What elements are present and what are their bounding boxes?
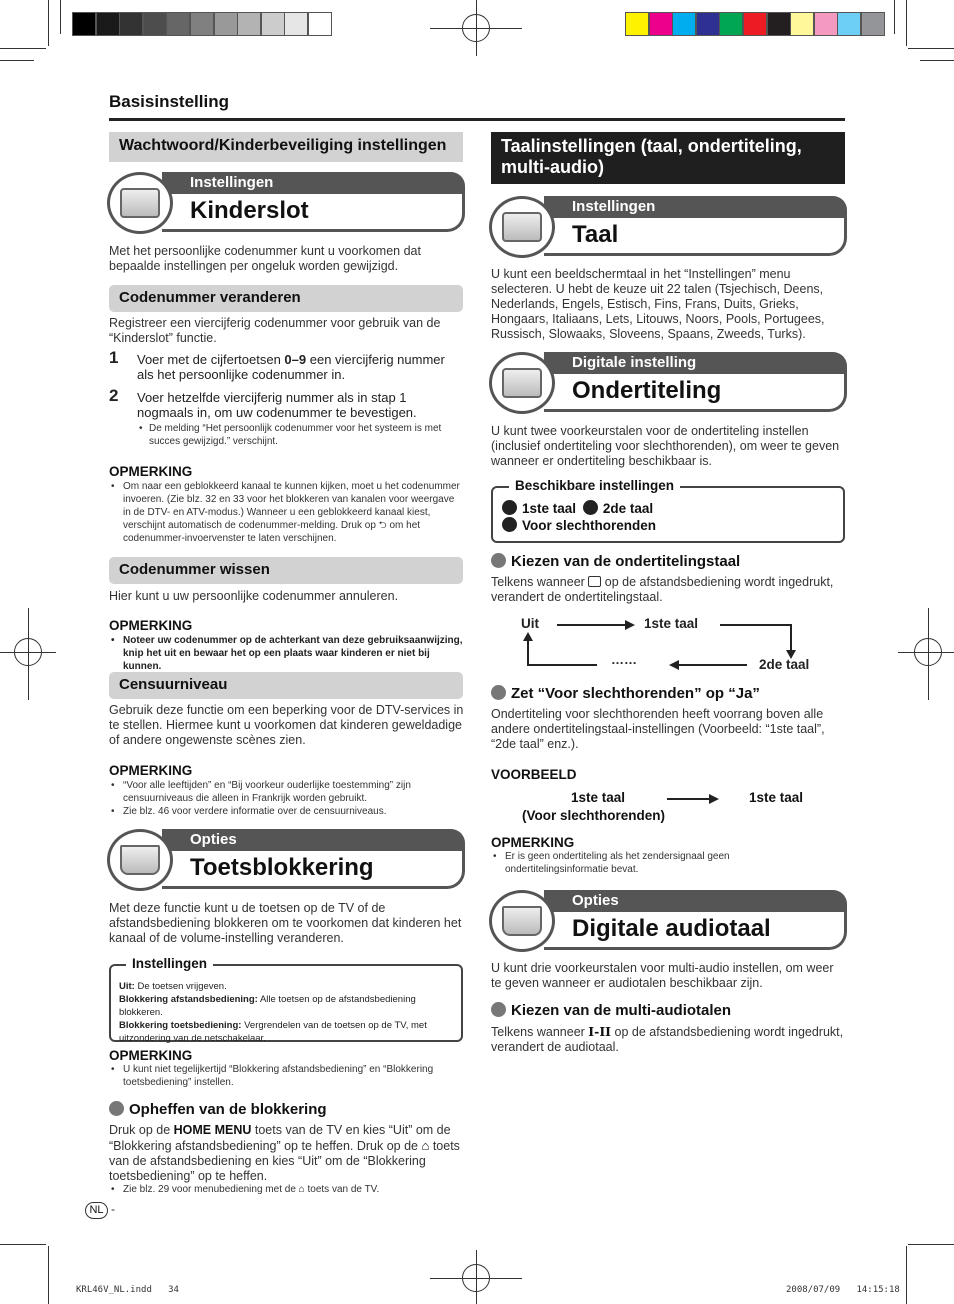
banner-category: Opties (544, 890, 847, 912)
flow-line (720, 624, 792, 626)
step-number: 1 (109, 348, 119, 367)
flow-line (527, 664, 597, 666)
kinderslot-intro: Met het persoonlijke codenummer kunt u voorkomen dat bepaalde instellingen per ongeluk worden gewijzigd. (109, 244, 421, 273)
toetsblokkering-banner (107, 829, 465, 891)
options-toolbox-icon (489, 890, 555, 952)
flow-arrow (677, 664, 747, 666)
banner-category: Instellingen (544, 196, 847, 218)
settings-options: Uit: De toetsen vrijgeven. Blokkering afstandsbediening: Alle toetsen op de afstandsbediening blokkeren. Blokkering toetsbediening: Vergrendelen van de toetsen op de TV, met uitzondering van de netschakelaar. (119, 981, 427, 1044)
settings-tv-icon (107, 172, 173, 234)
audio-intro: U kunt drie voorkeurstalen voor multi-audio instellen, om weer te geven wanneer er audiotalen beschikbaar zijn. (491, 961, 834, 990)
options-toolbox-icon (107, 829, 173, 891)
gray-swatch (284, 12, 308, 36)
hearing-title: Zet “Voor slechthorenden” op “Ja” (491, 685, 760, 702)
page-section-title: Basisinstelling (109, 92, 229, 111)
header-rule (109, 118, 845, 121)
onder-intro: U kunt twee voorkeurstalen voor de ondertiteling instellen (inclusief ondertiteling voor slechthorenden), om weer te geven wanneer er ondertiteling beschikbaar is. (491, 424, 840, 468)
banner-category: Digitale instelling (544, 352, 847, 374)
flow-label-off: Uit (521, 616, 539, 631)
note-text: • U kunt niet tegelijkertijd “Blokkering afstandsbediening” en “Blokkering toetsbediening” instellen. (111, 1064, 434, 1088)
banner-title: Digitale audiotaal (544, 912, 847, 950)
gray-swatch (72, 12, 96, 36)
banner-title: Ondertiteling (544, 374, 847, 412)
toets-intro: Met deze functie kunt u de toetsen op de TV of de afstandsbediening blokkeren om te voorkomen dat kinderen het kanaal of de volume-instelling veranderen. (109, 901, 462, 945)
note-text: • Noteer uw codenummer op de achterkant van deze gebruiksaanwijzing, knip het uit en bewaar het op een plaats waar kinderen er niet bij kunnen. (111, 635, 463, 672)
color-swatch (743, 12, 767, 36)
example-arrowhead (709, 794, 719, 804)
color-swatch (719, 12, 743, 36)
example-diagram (491, 788, 845, 828)
digital-settings-icon (489, 352, 555, 414)
code-change-intro: Registreer een viercijferig codenummer voor gebruik van de “Kinderslot” functie. (109, 316, 441, 345)
choose-audio-text: Telkens wanneer I-II op de afstandsbediening wordt ingedrukt, verandert de audiotaal. (491, 1024, 844, 1054)
flow-arrowhead (625, 620, 635, 630)
note-title: OPMERKING (109, 1048, 193, 1063)
subtitle-key-icon (588, 576, 601, 587)
flow-line (527, 638, 529, 666)
section-title-language: Taalinstellingen (taal, ondertiteling, multi-audio) (491, 132, 845, 184)
subsection-code-change: Codenummer veranderen (109, 285, 463, 312)
taal-intro: U kunt een beeldschermtaal in het “Instellingen” menu selecteren. U hebt de keuze uit 22 talen (Tsjechisch, Deens, Nederlands, Engels, Estisch, Fins, Frans, Duits, Grieks, Hongaars, Italiaans, Lets, Litouws, Noors, Pools, Portugees, Russisch, Slowaaks, Sloveens, Spaans, Zweeds, Turks). (491, 267, 825, 341)
available-settings-list: 1ste taal 2de taal Voor slechthorenden (502, 500, 656, 534)
step-text: Voer met de cijfertoetsen 0–9 een viercijferig nummer als het persoonlijke codenummer in. (137, 352, 445, 382)
gray-swatch (214, 12, 238, 36)
banner-category: Instellingen (162, 172, 465, 194)
flow-arrowhead (669, 660, 679, 670)
choose-subtitle-title: Kiezen van de ondertitelingstaal (491, 553, 740, 570)
note-title: OPMERKING (491, 835, 575, 850)
language-badge: NL (85, 1202, 108, 1219)
color-swatch (861, 12, 885, 36)
flow-arrowhead (523, 632, 533, 641)
color-swatch (814, 12, 838, 36)
note-title: OPMERKING (109, 618, 193, 633)
gray-swatch (308, 12, 332, 36)
banner-category: Opties (162, 829, 465, 851)
color-swatch (672, 12, 696, 36)
subsection-code-delete: Codenummer wissen (109, 557, 463, 584)
choose-subtitle-text: Telkens wanneer op de afstandsbediening wordt ingedrukt, verandert de ondertitelingstaal. (491, 575, 834, 604)
example-left-2: (Voor slechthorenden) (522, 808, 666, 823)
gray-swatch (96, 12, 120, 36)
color-swatch (696, 12, 720, 36)
banner-title: Taal (544, 218, 847, 256)
gray-swatch (119, 12, 143, 36)
home-icon: ⌂ (421, 1138, 430, 1153)
unlock-title: Opheffen van de blokkering (109, 1101, 327, 1118)
code-delete-intro: Hier kunt u uw persoonlijke codenummer annuleren. (109, 589, 399, 603)
note-title: OPMERKING (109, 763, 193, 778)
color-swatch (790, 12, 814, 36)
gray-swatch (190, 12, 214, 36)
example-title: VOORBEELD (491, 767, 577, 782)
available-settings-title: Beschikbare instellingen (509, 478, 680, 493)
timestamp: 2008/07/09 14:15:18 (786, 1285, 900, 1295)
page-dash: - (111, 1202, 115, 1216)
color-swatch (837, 12, 861, 36)
settings-box-title: Instellingen (126, 956, 213, 971)
flow-dots: …… (611, 652, 637, 667)
gray-swatch (237, 12, 261, 36)
color-swatch (767, 12, 791, 36)
audio-key-label: I-II (588, 1024, 612, 1039)
note-text: • Zie blz. 46 voor verdere informatie over de censuurniveaus. (111, 806, 387, 817)
ondertiteling-banner (489, 352, 847, 414)
note-text: • “Voor alle leeftijden” en “Bij voorkeur ouderlijke toestemming” zijn censuurniveaus die alleen in Frankrijk worden gebruikt. (111, 780, 411, 804)
note-text: • Er is geen ondertiteling als het zendersignaal geen ondertitelingsinformatie bevat. (493, 851, 730, 875)
example-arrow (667, 798, 711, 800)
step-text: Voer hetzelfde viercijferig nummer als in stap 1 nogmaals in, om uw codenummer te bevestigen. (137, 390, 417, 420)
kinderslot-banner (107, 172, 465, 234)
color-swatch (649, 12, 673, 36)
flow-label-first: 1ste taal (644, 616, 699, 631)
audiotaal-banner (489, 890, 847, 952)
choose-audio-title: Kiezen van de multi-audiotalen (491, 1002, 731, 1019)
example-right: 1ste taal (749, 790, 804, 805)
color-swatch (625, 12, 649, 36)
unlock-text: Druk op de HOME MENU toets van de TV en kies “Uit” om de “Blokkering afstandsbediening” op te heffen. Druk op de ⌂ toets van de afstandsbediening en kies “Uit” om de “Blokkering toetsbediening” op te heffen. (109, 1123, 460, 1183)
step-note: • De melding “Het persoonlijk codenummer voor het systeem is met succes gewijzigd.” verschijnt. (139, 423, 442, 447)
subsection-censor: Censuurniveau (109, 672, 463, 699)
flow-label-second: 2de taal (759, 657, 810, 672)
banner-title: Toetsblokkering (162, 851, 465, 889)
note-text: • Om naar een geblokkeerd kanaal te kunnen kijken, moet u het codenummer invoeren. (Zie blz. 32 en 33 voor het blokkeren van kanalen voor weergave in de DTV- en ATV-modus.) Wanneer u een geblokkeerd kanaal kiest, verschijnt automatisch de codenummer-melding. Druk op ⮌ om het codenummer-invoervenster te laten verschijnen. (111, 481, 460, 544)
gray-swatch (166, 12, 190, 36)
flow-arrow (557, 624, 627, 626)
section-title-password: Wachtwoord/Kinderbeveiliging instellingen (109, 132, 463, 162)
flow-diagram (491, 612, 845, 676)
flow-line (790, 624, 792, 652)
settings-tv-icon (489, 196, 555, 258)
censor-intro: Gebruik deze functie om een beperking voor de DTV-services in te stellen. Hiermee kunt u voorkomen dat kinderen geweldadige of andere ongewenste scènes zien. (109, 703, 464, 747)
step-number: 2 (109, 386, 119, 405)
home-icon: ⌂ (298, 1184, 305, 1195)
file-name: KRL46V_NL.indd 34 (76, 1285, 179, 1295)
unlock-note: • Zie blz. 29 voor menubediening met de ⌂ toets van de TV. (111, 1184, 380, 1195)
example-left-1: 1ste taal (571, 790, 626, 805)
banner-title: Kinderslot (162, 194, 465, 232)
hearing-text: Ondertiteling voor slechthorenden heeft voorrang boven alle andere ondertitelingstaal-instellingen (Voorbeeld: “1ste taal”, “2de taal” enz.). (491, 707, 825, 751)
gray-swatch (143, 12, 167, 36)
gray-swatch (261, 12, 285, 36)
note-title: OPMERKING (109, 464, 193, 479)
taal-banner (489, 196, 847, 258)
